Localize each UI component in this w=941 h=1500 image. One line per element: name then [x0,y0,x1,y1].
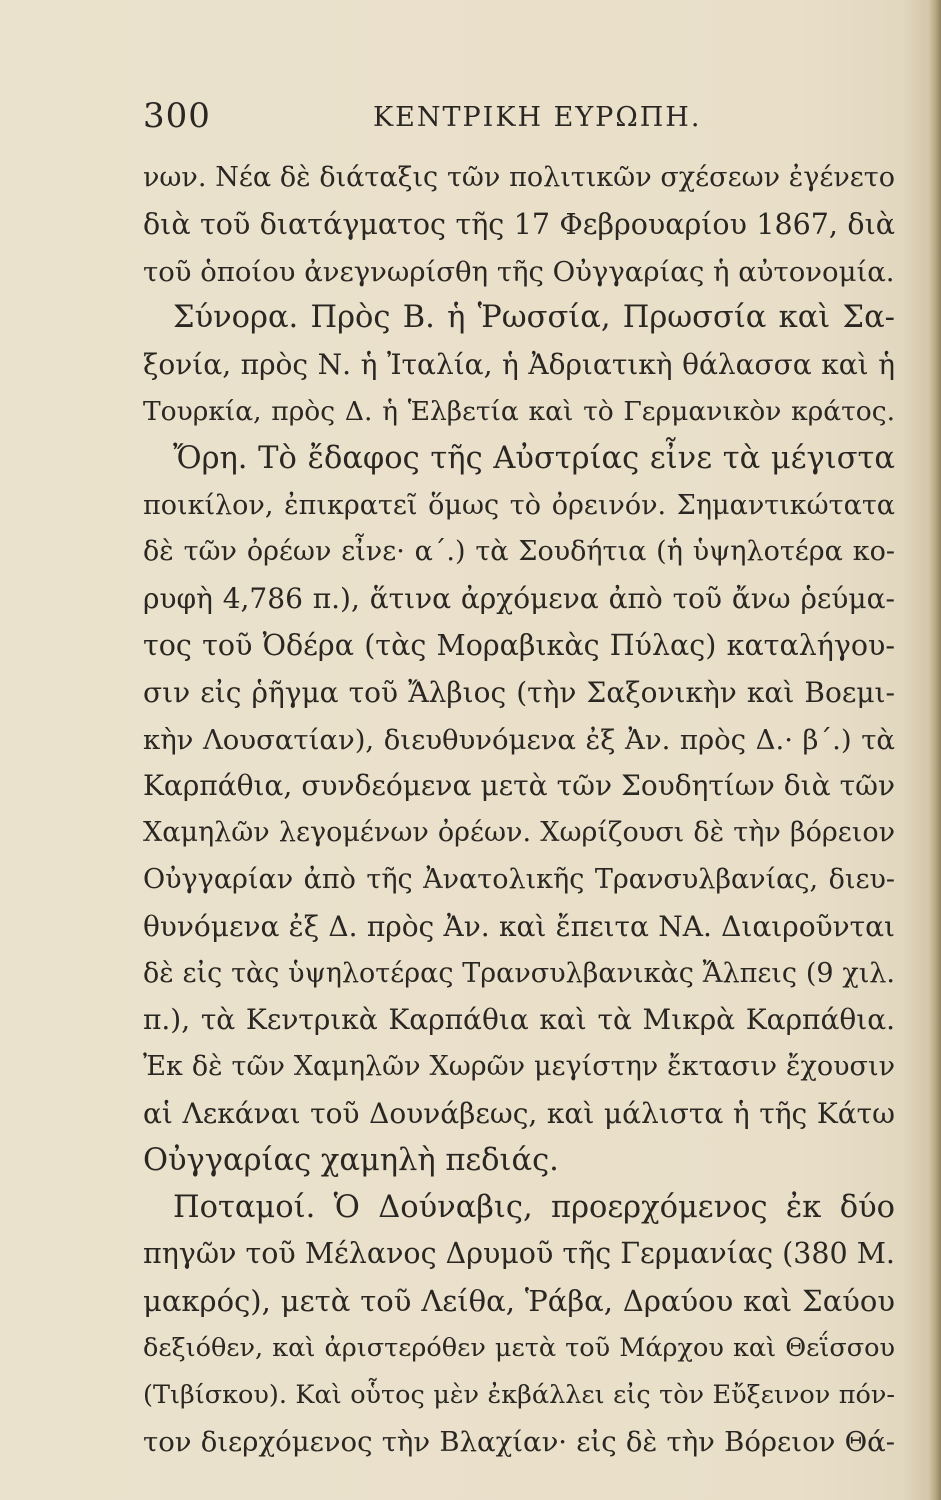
text-line: Χαμηλῶν λεγομένων ὀρέων. Χωρίζουσι δὲ τὴν βόρειον [143,817,895,849]
text-line: κὴν Λουσατίαν), διευθυνόμενα ἐξ Ἀν. πρὸς Δ.· β΄.) τὰ [143,723,895,756]
page-number: 300 [143,96,211,136]
text-line: τοῦ ὁποίου ἀνεγνωρίσθη τῆς Οὐγγαρίας ἡ αὐτονομία. [143,255,895,288]
text-line: διὰ τοῦ διατάγματος τῆς 17 Φεβρουαρίου 1867, διὰ [143,207,895,241]
text-line: Οὐγγαρίας χαμηλὴ πεδιάς. [143,1142,559,1178]
text-line: πηγῶν τοῦ Μέλανος Δρυμοῦ τῆς Γερμανίας (380 Μ. [143,1237,895,1271]
text-line: ρυφὴ 4,786 π.), ἅτινα ἀρχόμενα ἀπὸ τοῦ ἄνω ῥεύμα- [143,582,895,616]
text-line: δὲ εἰς τὰς ὑψηλοτέρας Τρανσυλβανικὰς Ἄλπεις (9 χιλ. [143,957,895,989]
text-line: νων. Νέα δὲ διάταξις τῶν πολιτικῶν σχέσεων ἐγένετο [143,162,895,193]
text-line: Ἐκ δὲ τῶν Χαμηλῶν Χωρῶν μεγίστην ἔκτασιν ἔχουσιν [143,1051,895,1083]
text-line: δεξιόθεν, καὶ ἀριστερόθεν μετὰ τοῦ Μάρχου καὶ Θεΐσσου [143,1332,895,1363]
text-line: Ποταμοί. Ὁ Δούναβις, προερχόμενος ἐκ δύο [173,1189,895,1225]
page-header [143,96,893,146]
text-line: Καρπάθια, συνδεόμενα μετὰ τῶν Σουδητίων διὰ τῶν [143,769,895,803]
body-text [143,155,895,1465]
text-line: μακρός), μετὰ τοῦ Λείθα, Ῥάβα, Δραύου καὶ Σαύου [143,1284,895,1319]
text-line: τος τοῦ Ὀδέρα (τὰς Μοραβικὰς Πύλας) καταλήγου- [143,628,895,662]
text-line: θυνόμενα ἐξ Δ. πρὸς Ἀν. καὶ ἔπειτα ΝΑ. Διαιροῦνται [143,909,895,943]
page-edge [927,0,941,1500]
text-line: Οὐγγαρίαν ἀπὸ τῆς Ἀνατολικῆς Τρανσυλβανίας, διευ- [143,863,895,895]
text-line: αἱ Λεκάναι τοῦ Δουνάβεως, καὶ μάλιστα ἡ τῆς Κάτω [143,1096,895,1130]
text-line: τον διερχόμενος τὴν Βλαχίαν· εἰς δὲ τὴν Βόρειον Θά- [143,1425,895,1458]
text-line: (Τιβίσκου). Καὶ οὗτος μὲν ἐκβάλλει εἰς τὸν Εὔξεινον πόν- [143,1379,895,1410]
text-line: ξονία, πρὸς Ν. ἡ Ἰταλία, ἡ Ἀδριατικὴ θάλασσα καὶ ἡ [143,348,895,382]
text-line: δὲ τῶν ὀρέων εἶνε· α΄.) τὰ Σουδήτια (ἡ ὑψηλοτέρα κο- [143,536,895,568]
text-line: Σύνορα. Πρὸς Β. ἡ Ῥωσσία, Πρωσσία καὶ Σα- [173,300,895,336]
text-line: π.), τὰ Κεντρικὰ Καρπάθια καὶ τὰ Μικρὰ Καρπάθια. [143,1003,895,1037]
running-title: ΚΕΝΤΡΙΚΗ ΕΥΡΩΠΗ. [373,102,702,133]
text-line: Τουρκία, πρὸς Δ. ἡ Ἑλβετία καὶ τὸ Γερμανικὸν κράτος. [143,395,895,427]
text-line: Ὄρη. Τὸ ἔδαφος τῆς Αὐστρίας εἶνε τὰ μέγιστα [173,440,895,476]
text-line: σιν εἰς ῥῆγμα τοῦ Ἄλβιος (τὴν Σαξονικὴν καὶ Βοεμι- [143,675,895,709]
text-line: ποικίλον, ἐπικρατεῖ ὅμως τὸ ὀρεινόν. Σημαντικώτατα [143,489,895,521]
